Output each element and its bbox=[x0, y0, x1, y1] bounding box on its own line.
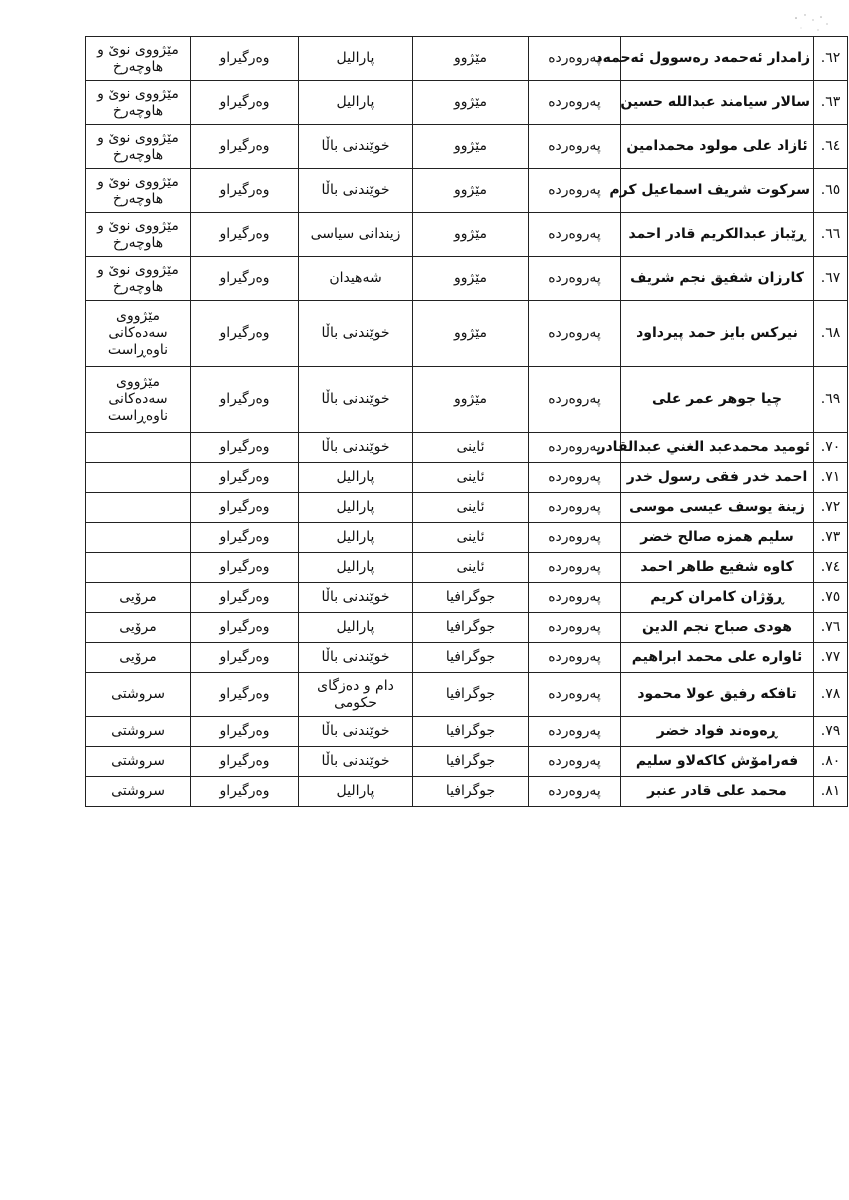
status-cell: وەرگیراو bbox=[191, 213, 299, 257]
row-number: ٧٠. bbox=[814, 433, 848, 463]
subject-cell: جوگرافیا bbox=[413, 777, 529, 807]
row-number: ٦٧. bbox=[814, 257, 848, 301]
status-cell: وەرگیراو bbox=[191, 777, 299, 807]
admission-type-cell: خوێندنی باڵا bbox=[299, 717, 413, 747]
student-name: ڕێباز عبدالکریم قادر احمد bbox=[621, 213, 814, 257]
faculty-cell: پەروەردە bbox=[529, 583, 621, 613]
specialty-cell: سروشتی bbox=[86, 777, 191, 807]
specialty-cell: سروشتی bbox=[86, 747, 191, 777]
student-name: چیا جوهر عمر علی bbox=[621, 367, 814, 433]
subject-cell: مێژوو bbox=[413, 81, 529, 125]
subject-cell: جوگرافیا bbox=[413, 583, 529, 613]
specialty-cell: سروشتی bbox=[86, 673, 191, 717]
faculty-cell: پەروەردە bbox=[529, 523, 621, 553]
admission-type-cell: زیندانی سیاسی bbox=[299, 213, 413, 257]
student-name: احمد خدر فقی رسول خدر bbox=[621, 463, 814, 493]
row-number: ٦٢. bbox=[814, 37, 848, 81]
admission-type-cell: خوێندنی باڵا bbox=[299, 583, 413, 613]
row-number: ٧٤. bbox=[814, 553, 848, 583]
subject-cell: جوگرافیا bbox=[413, 643, 529, 673]
subject-cell: ئاینی bbox=[413, 433, 529, 463]
faculty-cell: پەروەردە bbox=[529, 37, 621, 81]
student-name: ئازاد علی مولود محمدامین bbox=[621, 125, 814, 169]
admission-type-cell: پارالیل bbox=[299, 81, 413, 125]
table-row bbox=[86, 81, 848, 125]
student-name: ئاواره علی محمد ابراهیم bbox=[621, 643, 814, 673]
row-number: ٦٩. bbox=[814, 367, 848, 433]
status-cell: وەرگیراو bbox=[191, 717, 299, 747]
specialty-cell bbox=[86, 523, 191, 553]
admission-type-cell: پارالیل bbox=[299, 553, 413, 583]
status-cell: وەرگیراو bbox=[191, 553, 299, 583]
subject-cell: ئاینی bbox=[413, 523, 529, 553]
student-name: سالار سیامند عبدالله حسین bbox=[621, 81, 814, 125]
table-row bbox=[86, 463, 848, 493]
table-row bbox=[86, 613, 848, 643]
table-row bbox=[86, 493, 848, 523]
subject-cell: جوگرافیا bbox=[413, 717, 529, 747]
student-name: نیرکس بایز حمد پیرداود bbox=[621, 301, 814, 367]
table-row bbox=[86, 213, 848, 257]
subject-cell: مێژوو bbox=[413, 367, 529, 433]
specialty-cell: مێژووی نوێ و هاوچەرخ bbox=[86, 81, 191, 125]
row-number: ٨١. bbox=[814, 777, 848, 807]
table-row bbox=[86, 301, 848, 367]
row-number: ٦٦. bbox=[814, 213, 848, 257]
table-row bbox=[86, 367, 848, 433]
status-cell: وەرگیراو bbox=[191, 433, 299, 463]
status-cell: وەرگیراو bbox=[191, 583, 299, 613]
faculty-cell: پەروەردە bbox=[529, 125, 621, 169]
specialty-cell: مێژووی نوێ و هاوچەرخ bbox=[86, 257, 191, 301]
specialty-cell bbox=[86, 553, 191, 583]
student-name: سرکوت شریف اسماعیل کرم bbox=[621, 169, 814, 213]
admission-type-cell: پارالیل bbox=[299, 523, 413, 553]
specialty-cell: مێژووی سەدەکانی ناوەڕاست bbox=[86, 367, 191, 433]
admission-type-cell: خوێندنی باڵا bbox=[299, 643, 413, 673]
status-cell: وەرگیراو bbox=[191, 523, 299, 553]
status-cell: وەرگیراو bbox=[191, 257, 299, 301]
row-number: ٦٣. bbox=[814, 81, 848, 125]
table-row bbox=[86, 37, 848, 81]
row-number: ٦٤. bbox=[814, 125, 848, 169]
admission-type-cell: خوێندنی باڵا bbox=[299, 169, 413, 213]
student-name: کاوه شفیع طاهر احمد bbox=[621, 553, 814, 583]
subject-cell: مێژوو bbox=[413, 257, 529, 301]
student-name: سلیم همزه صالح خضر bbox=[621, 523, 814, 553]
table-row bbox=[86, 747, 848, 777]
specialty-cell: مێژووی نوێ و هاوچەرخ bbox=[86, 125, 191, 169]
subject-cell: ئاینی bbox=[413, 553, 529, 583]
faculty-cell: پەروەردە bbox=[529, 717, 621, 747]
specialty-cell bbox=[86, 493, 191, 523]
subject-cell: مێژوو bbox=[413, 169, 529, 213]
subject-cell: مێژوو bbox=[413, 37, 529, 81]
status-cell: وەرگیراو bbox=[191, 169, 299, 213]
table-row bbox=[86, 643, 848, 673]
table-row bbox=[86, 257, 848, 301]
faculty-cell: پەروەردە bbox=[529, 301, 621, 367]
faculty-cell: پەروەردە bbox=[529, 169, 621, 213]
subject-cell: ئاینی bbox=[413, 463, 529, 493]
specialty-cell: مێژووی نوێ و هاوچەرخ bbox=[86, 213, 191, 257]
subject-cell: مێژوو bbox=[413, 301, 529, 367]
admission-type-cell: خوێندنی باڵا bbox=[299, 125, 413, 169]
status-cell: وەرگیراو bbox=[191, 613, 299, 643]
specialty-cell: مێژووی نوێ و هاوچەرخ bbox=[86, 169, 191, 213]
row-number: ٧٦. bbox=[814, 613, 848, 643]
student-name: محمد علی قادر عنبر bbox=[621, 777, 814, 807]
specialty-cell: مێژووی سەدەکانی ناوەڕاست bbox=[86, 301, 191, 367]
status-cell: وەرگیراو bbox=[191, 747, 299, 777]
status-cell: وەرگیراو bbox=[191, 493, 299, 523]
status-cell: وەرگیراو bbox=[191, 125, 299, 169]
specialty-cell bbox=[86, 433, 191, 463]
row-number: ٦٥. bbox=[814, 169, 848, 213]
student-roster-table bbox=[85, 36, 848, 807]
specialty-cell: مرۆیی bbox=[86, 583, 191, 613]
row-number: ٧٢. bbox=[814, 493, 848, 523]
row-number: ٧٧. bbox=[814, 643, 848, 673]
student-name: ئومید محمدعبد الغني عبدالقادر bbox=[621, 433, 814, 463]
subject-cell: جوگرافیا bbox=[413, 747, 529, 777]
row-number: ٧١. bbox=[814, 463, 848, 493]
subject-cell: مێژوو bbox=[413, 125, 529, 169]
table-row bbox=[86, 125, 848, 169]
admission-type-cell: دام و دەزگای حکومی bbox=[299, 673, 413, 717]
faculty-cell: پەروەردە bbox=[529, 747, 621, 777]
table-row bbox=[86, 553, 848, 583]
faculty-cell: پەروەردە bbox=[529, 777, 621, 807]
status-cell: وەرگیراو bbox=[191, 463, 299, 493]
admission-type-cell: پارالیل bbox=[299, 37, 413, 81]
table-row bbox=[86, 433, 848, 463]
admission-type-cell: شەهیدان bbox=[299, 257, 413, 301]
faculty-cell: پەروەردە bbox=[529, 433, 621, 463]
status-cell: وەرگیراو bbox=[191, 81, 299, 125]
admission-type-cell: پارالیل bbox=[299, 777, 413, 807]
student-name: زینة یوسف عیسی موسی bbox=[621, 493, 814, 523]
scan-speckle-marks bbox=[791, 12, 831, 36]
student-name: زامدار ئەحمەد رەسوول ئەحمەد bbox=[621, 37, 814, 81]
row-number: ٧٥. bbox=[814, 583, 848, 613]
status-cell: وەرگیراو bbox=[191, 673, 299, 717]
row-number: ٧٨. bbox=[814, 673, 848, 717]
status-cell: وەرگیراو bbox=[191, 37, 299, 81]
specialty-cell: مرۆیی bbox=[86, 643, 191, 673]
faculty-cell: پەروەردە bbox=[529, 213, 621, 257]
faculty-cell: پەروەردە bbox=[529, 493, 621, 523]
faculty-cell: پەروەردە bbox=[529, 643, 621, 673]
status-cell: وەرگیراو bbox=[191, 643, 299, 673]
student-name: هودی صباح نجم الدین bbox=[621, 613, 814, 643]
subject-cell: جوگرافیا bbox=[413, 613, 529, 643]
row-number: ٦٨. bbox=[814, 301, 848, 367]
faculty-cell: پەروەردە bbox=[529, 613, 621, 643]
admission-type-cell: خوێندنی باڵا bbox=[299, 747, 413, 777]
specialty-cell bbox=[86, 463, 191, 493]
admission-type-cell: خوێندنی باڵا bbox=[299, 301, 413, 367]
row-number: ٨٠. bbox=[814, 747, 848, 777]
admission-type-cell: خوێندنی باڵا bbox=[299, 433, 413, 463]
specialty-cell: مێژووی نوێ و هاوچەرخ bbox=[86, 37, 191, 81]
student-name: کارزان شفیق نجم شریف bbox=[621, 257, 814, 301]
admission-type-cell: پارالیل bbox=[299, 613, 413, 643]
admission-type-cell: پارالیل bbox=[299, 493, 413, 523]
specialty-cell: مرۆیی bbox=[86, 613, 191, 643]
faculty-cell: پەروەردە bbox=[529, 673, 621, 717]
admission-type-cell: پارالیل bbox=[299, 463, 413, 493]
table-row bbox=[86, 717, 848, 747]
admission-type-cell: خوێندنی باڵا bbox=[299, 367, 413, 433]
table-row bbox=[86, 169, 848, 213]
student-name: ڕەوەند فواد خضر bbox=[621, 717, 814, 747]
subject-cell: جوگرافیا bbox=[413, 673, 529, 717]
student-name: تافکه رفیق عولا محمود bbox=[621, 673, 814, 717]
row-number: ٧٣. bbox=[814, 523, 848, 553]
faculty-cell: پەروەردە bbox=[529, 81, 621, 125]
status-cell: وەرگیراو bbox=[191, 301, 299, 367]
specialty-cell: سروشتی bbox=[86, 717, 191, 747]
table-row bbox=[86, 523, 848, 553]
row-number: ٧٩. bbox=[814, 717, 848, 747]
faculty-cell: پەروەردە bbox=[529, 553, 621, 583]
faculty-cell: پەروەردە bbox=[529, 367, 621, 433]
subject-cell: ئاینی bbox=[413, 493, 529, 523]
student-name: فەرامۆش کاکەلاو سلیم bbox=[621, 747, 814, 777]
faculty-cell: پەروەردە bbox=[529, 463, 621, 493]
student-name: ڕۆژان کامران کریم bbox=[621, 583, 814, 613]
faculty-cell: پەروەردە bbox=[529, 257, 621, 301]
status-cell: وەرگیراو bbox=[191, 367, 299, 433]
subject-cell: مێژوو bbox=[413, 213, 529, 257]
table-row bbox=[86, 673, 848, 717]
table-row bbox=[86, 583, 848, 613]
table-row bbox=[86, 777, 848, 807]
roster-body bbox=[86, 37, 848, 807]
